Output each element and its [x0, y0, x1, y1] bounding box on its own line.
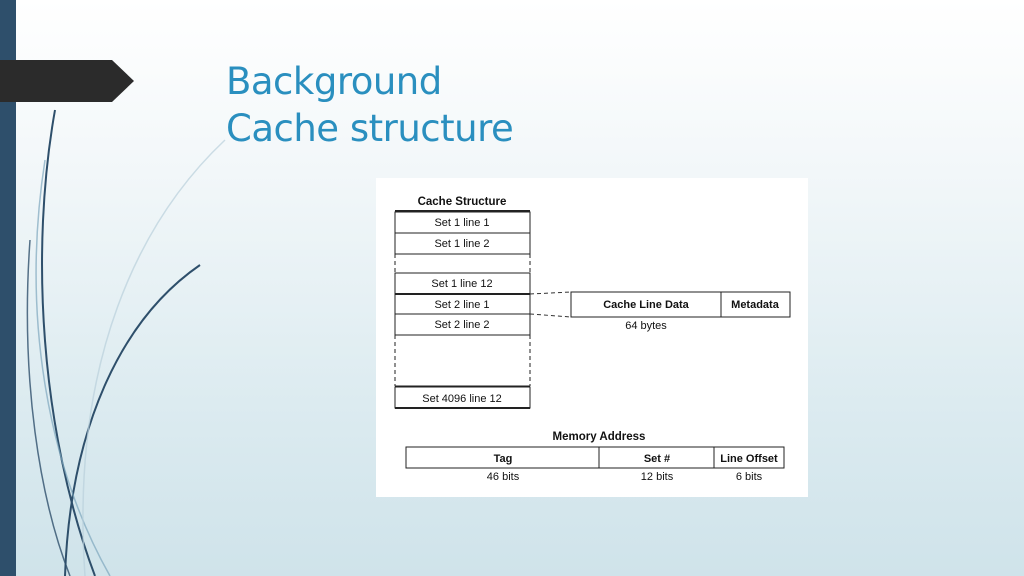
cache-structure-title: Cache Structure	[417, 196, 507, 208]
slide-title	[226, 58, 513, 152]
row-set1-line12: Set 1 line 12	[431, 278, 493, 290]
title-arrow-tab	[0, 60, 134, 102]
set-field: Set #	[643, 453, 671, 465]
tag-field: Tag	[493, 453, 513, 465]
cache-diagram-svg	[376, 178, 808, 497]
line-size-label: 64 bytes	[625, 320, 667, 332]
cache-line-data-label: Cache Line Data	[603, 299, 689, 311]
memory-address-title: Memory Address	[552, 431, 646, 443]
row-set1-line1: Set 1 line 1	[434, 217, 490, 229]
cache-diagram	[376, 178, 808, 497]
zoom-connector	[530, 292, 571, 317]
row-set2-line1: Set 2 line 1	[434, 299, 490, 311]
tag-bits: 46 bits	[486, 471, 520, 483]
title-line-1: Background	[226, 60, 442, 103]
metadata-label: Metadata	[731, 299, 779, 311]
title-line-2: Cache structure	[226, 107, 514, 150]
row-set4096-line12: Set 4096 line 12	[422, 393, 502, 405]
row-set1-line2: Set 1 line 2	[434, 238, 490, 250]
offset-bits: 6 bits	[735, 471, 763, 483]
line-offset-field: Line Offset	[720, 453, 778, 465]
set-bits: 12 bits	[640, 471, 674, 483]
row-set2-line2: Set 2 line 2	[434, 319, 490, 331]
